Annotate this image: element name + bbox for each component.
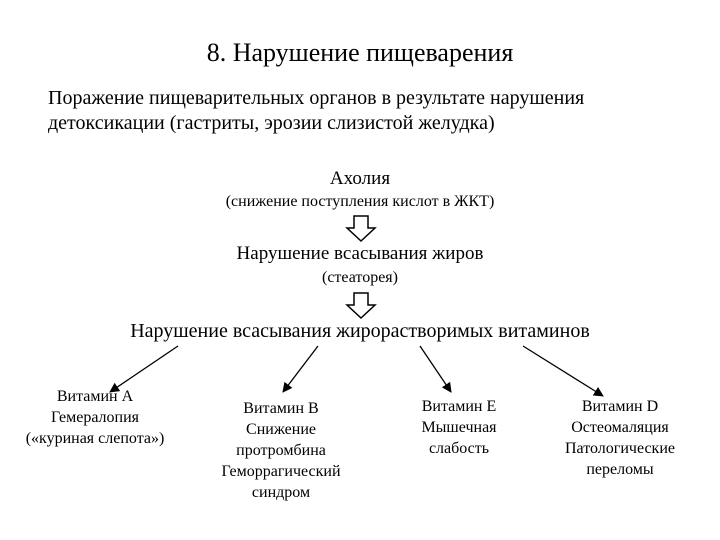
vitamin-a-name: Витамин А (56, 388, 134, 405)
vitamin-absorption-label: Нарушение всасывания жирорастворимых витаминов (130, 320, 590, 342)
vitamin-b-block (196, 398, 366, 503)
vitamin-d-line-3: переломы (586, 461, 654, 478)
vitamin-d-block (540, 396, 700, 480)
vitamin-d-name: Витамин D (581, 398, 659, 415)
vitamin-d-line-1: Остеомаляция (571, 419, 669, 436)
vitamin-b-name: Витамин В (243, 400, 319, 417)
intro-line-2: детоксикации (гастриты, эрозии слизистой желудка) (48, 112, 495, 134)
vitamin-d-line-2: Патологические (564, 440, 675, 457)
down-arrow-1 (347, 216, 375, 241)
vitamin-a-line-2: («куриная слепота») (25, 430, 165, 447)
vitamin-b-line-4: синдром (251, 484, 311, 501)
vitamin-e-line-1: Мышечная (421, 419, 497, 436)
vitamin-b-line-3: Геморрагический (221, 463, 341, 480)
arrow-to-vitamin-e (420, 346, 451, 392)
vitamin-b-line-1: Снижение (246, 421, 316, 438)
arrow-to-vitamin-b (283, 346, 318, 392)
intro-line-1: Поражение пищеварительных органов в результате нарушения (48, 87, 585, 109)
achylia-note: (снижение поступления кислот в ЖКТ) (225, 193, 495, 210)
vitamin-a-line-1: Гемералопия (50, 409, 140, 426)
down-arrow-2 (347, 293, 375, 318)
arrow-to-vitamin-d (523, 346, 603, 396)
vitamin-e-name: Витамин Е (421, 398, 497, 415)
achylia-label: Ахолия (329, 168, 391, 189)
fat-absorption-note: (стеаторея) (322, 269, 398, 286)
vitamin-b-line-2: протромбина (236, 442, 326, 459)
vitamin-e-line-2: слабость (428, 440, 490, 457)
vitamin-a-block (0, 386, 190, 449)
page-title: 8. Нарушение пищеварения (206, 38, 514, 67)
fat-absorption-label: Нарушение всасывания жиров (236, 243, 484, 264)
vitamin-e-block (394, 396, 524, 459)
